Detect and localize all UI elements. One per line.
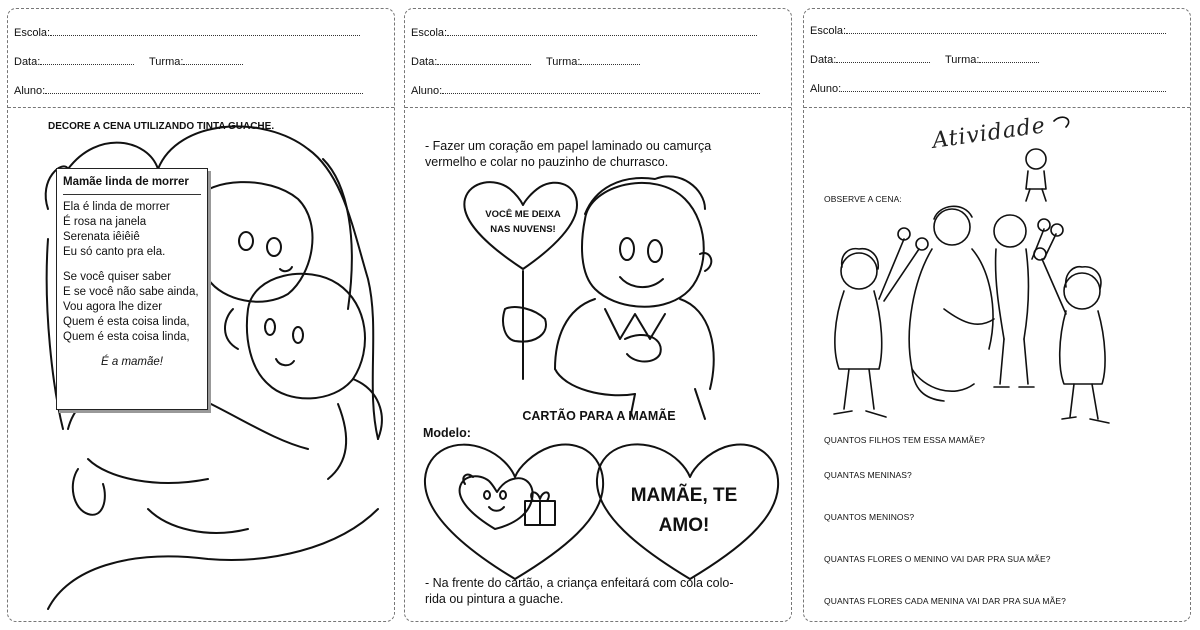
- model-label: Modelo:: [423, 426, 471, 440]
- question-item: QUANTAS FLORES CADA MENINA VAI DAR PRA SUA MÃE?: [824, 596, 1066, 606]
- question-item: QUANTOS FILHOS TEM ESSA MAMÃE?: [824, 435, 985, 445]
- question-item: QUANTOS MENINOS?: [824, 512, 915, 522]
- class-label: Turma:: [546, 56, 581, 68]
- student-label: Aluno:: [14, 85, 46, 97]
- date-label: Data:: [14, 56, 41, 68]
- poem-title: Mamãe linda de morrer: [63, 175, 201, 195]
- card-message: [603, 481, 765, 541]
- poem-ending: É a mamãe!: [101, 356, 163, 368]
- worksheet-2: [404, 8, 792, 622]
- student-label: Aluno:: [810, 83, 842, 95]
- school-label: Escola:: [14, 27, 51, 39]
- poem-line: Ela é linda de morrer: [63, 201, 170, 213]
- question-item: QUANTAS FLORES O MENINO VAI DAR PRA SUA MÃE?: [824, 554, 1051, 564]
- date-label: Data:: [411, 56, 438, 68]
- outro-text: [425, 575, 780, 607]
- activity-title: Atividade: [930, 113, 1048, 154]
- poem-line: Se você quiser saber: [63, 271, 172, 283]
- date-label: Data:: [810, 54, 837, 66]
- card-title: CARTÃO PARA A MAMÃE: [522, 409, 676, 423]
- worksheet-3: [803, 8, 1191, 622]
- balloon-line: VOCÊ ME DEIXA: [485, 209, 561, 220]
- class-label: Turma:: [149, 56, 184, 68]
- school-label: Escola:: [810, 25, 847, 37]
- balloon-line: NAS NUVENS!: [490, 224, 556, 235]
- card-message-line: AMO!: [658, 515, 710, 536]
- intro-line: vermelho e colar no pauzinho de churrasco.: [425, 155, 669, 169]
- poem-line: Serenata iêiêiê: [63, 231, 140, 243]
- intro-line: - Fazer um coração em papel laminado ou camurça: [425, 139, 712, 153]
- outro-line: rida ou pintura a guache.: [425, 592, 564, 606]
- class-label: Turma:: [945, 54, 980, 66]
- question-item: QUANTAS MENINAS?: [824, 470, 912, 480]
- poem-line: Quem é esta coisa linda,: [63, 331, 190, 343]
- poem-box: [56, 168, 208, 410]
- poem-line: É rosa na janela: [63, 216, 147, 228]
- card-message-line: MAMÃE, TE: [630, 485, 738, 506]
- poem-line: E se você não sabe ainda,: [63, 286, 199, 298]
- outro-line: - Na frente do cartão, a criança enfeitará com cola colo-: [425, 576, 734, 590]
- observe-label: OBSERVE A CENA:: [824, 194, 902, 204]
- poem-line: Vou agora lhe dizer: [63, 301, 163, 313]
- mother-with-children-illustration: [804, 9, 1192, 623]
- school-label: Escola:: [411, 27, 448, 39]
- poem-line: Quem é esta coisa linda,: [63, 316, 190, 328]
- instruction-text: DECORE A CENA UTILIZANDO TINTA GUACHE.: [48, 121, 275, 132]
- poem-line: Eu só canto pra ela.: [63, 246, 166, 258]
- worksheet-1: [7, 8, 395, 622]
- student-label: Aluno:: [411, 85, 443, 97]
